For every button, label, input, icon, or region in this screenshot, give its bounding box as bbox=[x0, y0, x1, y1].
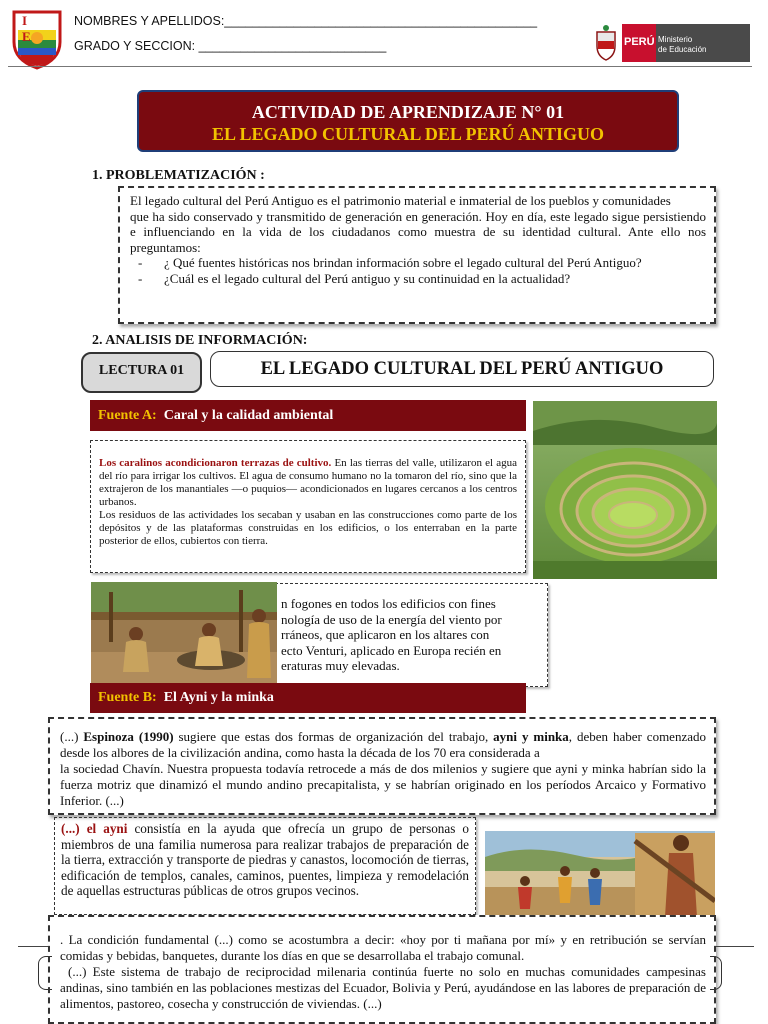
peru-minedu-logo bbox=[594, 24, 750, 62]
ayni-workers-image bbox=[485, 831, 715, 917]
ministerio-text-2: de Educación bbox=[658, 45, 707, 54]
coat-of-arms-icon bbox=[594, 24, 618, 62]
problem-paragraph-2: que ha sido conservado y transmitido de generación en generación. Hoy en día, este legado sigue persistiendo e influenciando en la vida de los ciudadanos como muestra de su identidad cultural. Ante ello nos preguntamos: bbox=[130, 208, 706, 255]
school-logo bbox=[10, 8, 64, 70]
question-item: - ¿Cuál es el legado cultural del Perú antiguo y su continuidad en la actualidad? bbox=[138, 270, 571, 286]
partial-line: eraturas muy elevadas. bbox=[281, 658, 400, 673]
fuente-a-title: Caral y la calidad ambiental bbox=[163, 408, 334, 423]
footer-bracket-left bbox=[38, 956, 52, 990]
problematizacion-heading: 1. PROBLEMATIZACIÓN : bbox=[92, 168, 265, 183]
ministerio-text-1: Ministerio bbox=[658, 35, 693, 44]
grado-field[interactable]: GRADO Y SECCION: ___________________________ bbox=[74, 39, 387, 53]
partial-line: rráneos, que aplicaron en los altares con bbox=[281, 627, 490, 642]
fuente-a-lead: Los caralinos acondicionaron terrazas de cultivo. bbox=[99, 457, 332, 469]
problem-paragraph-1: El legado cultural del Perú Antiguo es el patrimonio material e inmaterial de los pueblos y comunidades bbox=[130, 193, 671, 208]
activity-subtitle: EL LEGADO CULTURAL DEL PERÚ ANTIGUO bbox=[212, 124, 604, 144]
footer-divider-left bbox=[18, 946, 48, 947]
analisis-heading: 2. ANALISIS DE INFORMACIÓN: bbox=[92, 333, 308, 348]
fuente-b-p1-line2: la sociedad Chavín. Nuestra propuesta todavía retrocede a más de dos milenios y sugiere que ayni y minka habrían sido la fuerza motriz que dinamizó el mundo andino precapitalista, y se habrían originado en los períodos Arcaico y Formativo Inferior. (...) bbox=[60, 761, 706, 808]
fuente-a-header bbox=[90, 400, 526, 431]
partial-line: n fogones en todos los edificios con fines bbox=[281, 596, 496, 611]
author-citation: Espinoza (1990) bbox=[83, 729, 174, 744]
fuente-b-box-1: (...) Espinoza (1990) sugiere que estas dos formas de organización del trabajo, ayni y minka, deben haber comenzado desde los albores de la civilización andina, como hasta la década de los 70 era considerada a la sociedad Chavín. Nuestra propuesta todavía retrocede a más de dos milenios y sugiere que ayni y minka habrían sido la fuerza motriz que dinamizó el mundo andino precapitalista, y se habrían originado en los períodos Arcaico y Formativo Inferior. (...) bbox=[48, 717, 716, 815]
fuente-b-p3: . La condición fundamental (...) como se acostumbra a decir: «hoy por ti mañana por mí» y en retribución se servían comidas y bebidas, banquetes, durante los días en que se desarrollaba el trabajo comunal. bbox=[60, 932, 706, 963]
ayni-box bbox=[54, 817, 476, 915]
footer-bracket-right bbox=[710, 956, 722, 990]
activity-title-box bbox=[137, 90, 679, 152]
fuente-b-title: El Ayni y la minka bbox=[163, 690, 274, 705]
fuente-b-box-3 bbox=[48, 915, 716, 1024]
peru-text: PERÚ bbox=[624, 36, 655, 48]
moray-terraces-image bbox=[533, 401, 717, 579]
partial-line: nología de uso de la energía del viento por bbox=[281, 611, 502, 627]
activity-title: ACTIVIDAD DE APRENDIZAJE N° 01 bbox=[251, 102, 565, 122]
footer-divider-right bbox=[716, 946, 754, 947]
fuente-a-text-2: Los residuos de las actividades los secaban y usaban en las construcciones como parte de los depósitos y de las plataformas construidas en los edificios, o los enterraban en la parte posterior de ellos, cubiertos con tierra. bbox=[99, 509, 517, 547]
header-divider bbox=[8, 66, 752, 67]
question-item: - ¿ Qué fuentes históricas nos brindan información sobre el legado cultural del Perú Antiguo? bbox=[138, 255, 642, 270]
fuente-b-p4: (...) Este sistema de trabajo de reciprocidad milenaria continúa fuerte no solo en muchas comunidades campesinas andinas, sino también en las poblaciones mestizas del Ecuador, Bolivia y Perú, ayudándose en las labores de preparación de alimentos, pastoreo, cosecha y construcción de viviendas. (...) bbox=[60, 964, 706, 1011]
lectura-tab: LECTURA 01 bbox=[81, 352, 202, 393]
ayni-text: consistía en la ayuda que ofrecía un grupo de personas o miembros de una familia numerosa para realizar trabajos de preparación de la tierra, extracción y transporte de piedras y canastos, locomoción de tierras, edificación de templos, canales, caminos, puentes, limpieza y remodelación de aquellas estructuras públicas de otros grupos vecinos. bbox=[61, 821, 469, 898]
logo-letters: I E bbox=[22, 13, 45, 44]
caral-people-image bbox=[91, 582, 277, 684]
fuente-a-continued-box bbox=[240, 583, 548, 687]
partial-line: ecto Venturi, aplicado en Europa recién en bbox=[281, 642, 502, 658]
fuente-a-text-box bbox=[90, 440, 526, 573]
ayni-lead: (...) el ayni bbox=[61, 821, 128, 836]
lectura-title: EL LEGADO CULTURAL DEL PERÚ ANTIGUO bbox=[210, 351, 714, 387]
fuente-b-label: Fuente B: bbox=[98, 690, 157, 705]
fuente-a-label: Fuente A: bbox=[98, 408, 157, 423]
fuente-a-text-1: En las tierras del valle, utilizaron el agua del río para irrigar los cultivos. El agua de consumo humano no la tomaron del río, sino que la extrajeron de los manantiales —o puquios— acondicionados en lugares cercanos a los centros urbanos. bbox=[99, 457, 517, 508]
problematizacion-box bbox=[118, 186, 716, 324]
nombres-field[interactable]: NOMBRES Y APELLIDOS:_____________________________________________ bbox=[74, 14, 538, 28]
fuente-b-header bbox=[90, 683, 526, 713]
